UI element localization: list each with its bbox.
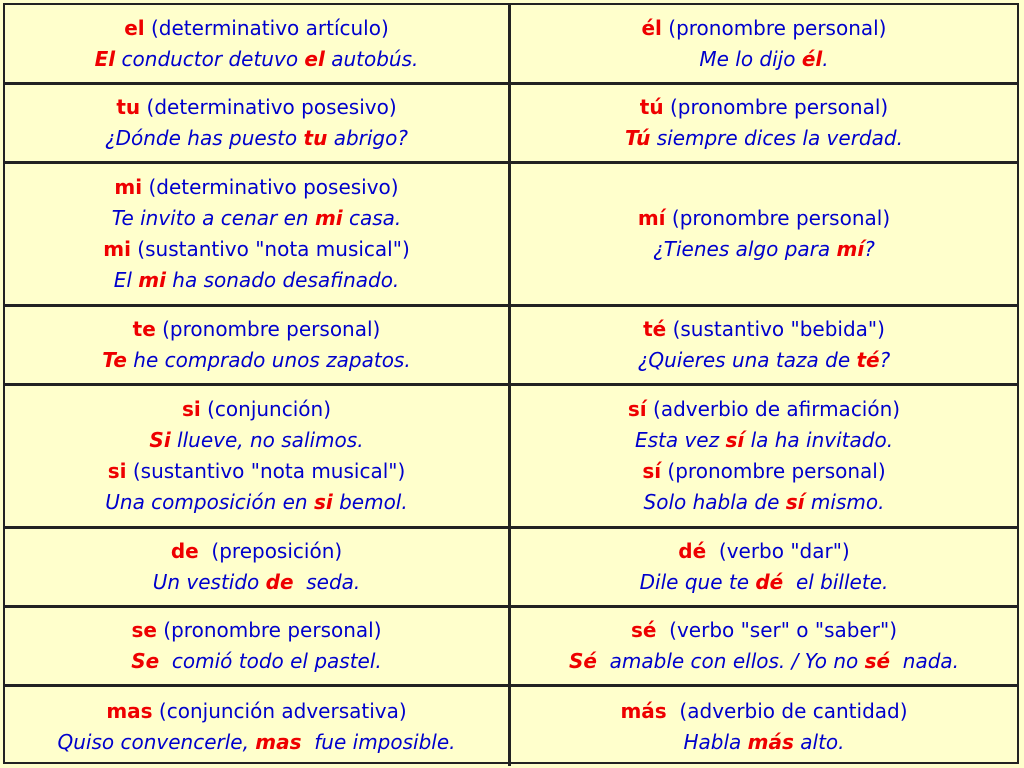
text-segment: Esta vez xyxy=(634,428,726,452)
highlighted-word: te xyxy=(132,317,156,341)
highlighted-word: tú xyxy=(639,95,664,119)
text-segment: la ha invitado. xyxy=(744,428,894,452)
unaccented-cell xyxy=(5,5,511,82)
word-definition xyxy=(642,456,885,487)
unaccented-cell xyxy=(5,687,511,766)
text-segment: . xyxy=(822,46,829,71)
word-definition xyxy=(182,394,331,425)
highlighted-word: el xyxy=(124,15,145,40)
example-sentence xyxy=(105,487,407,518)
highlighted-word: sí xyxy=(725,428,745,452)
highlighted-word: mí xyxy=(637,206,666,230)
highlighted-word: sé xyxy=(630,618,657,642)
highlighted-word: mas xyxy=(255,729,302,754)
text-segment: ? xyxy=(864,237,875,261)
example-sentence xyxy=(153,567,361,598)
text-segment: (pronombre personal) xyxy=(665,206,891,230)
text-segment: ha sonado desafinado. xyxy=(165,268,400,292)
example-sentence xyxy=(95,44,419,75)
example-sentence xyxy=(683,727,844,758)
highlighted-word: de xyxy=(265,570,294,594)
example-sentence xyxy=(102,345,410,376)
unaccented-cell xyxy=(5,164,511,304)
text-segment: (adverbio de afirmación) xyxy=(646,397,901,421)
word-definition xyxy=(114,172,398,203)
highlighted-word: él xyxy=(801,46,823,71)
text-segment: (pronombre personal) xyxy=(155,317,381,341)
text-segment: amable con ellos. / Yo no xyxy=(596,649,865,673)
example-sentence xyxy=(644,487,885,518)
highlighted-word: dé xyxy=(755,570,784,594)
text-segment: (preposición) xyxy=(198,539,343,563)
example-sentence xyxy=(625,123,903,154)
text-segment: Te invito a cenar en xyxy=(111,206,315,230)
text-segment: Una composición en xyxy=(105,490,314,514)
highlighted-word: té xyxy=(856,348,880,372)
word-definition xyxy=(678,536,849,567)
highlighted-word: más xyxy=(747,729,794,754)
text-segment: mismo. xyxy=(804,490,885,514)
text-segment: llueve, no salimos. xyxy=(170,428,364,452)
unaccented-cell xyxy=(5,529,511,605)
highlighted-word: mi xyxy=(114,175,143,199)
word-definition xyxy=(640,92,888,123)
text-segment: ¿Dónde has puesto xyxy=(105,126,304,150)
highlighted-word: él xyxy=(641,15,662,40)
text-segment: Quiso convencerle, xyxy=(57,729,256,754)
example-sentence xyxy=(640,567,889,598)
text-segment: El xyxy=(113,268,139,292)
text-segment: (determinativo posesivo) xyxy=(142,175,399,199)
example-sentence xyxy=(635,425,893,456)
word-definition xyxy=(643,314,885,345)
highlighted-word: dé xyxy=(678,539,707,563)
accented-cell xyxy=(511,529,1017,605)
text-segment: (sustantivo "bebida") xyxy=(666,317,885,341)
accented-cell xyxy=(511,687,1017,766)
example-sentence xyxy=(114,265,400,296)
highlighted-word: si xyxy=(313,490,333,514)
table-row xyxy=(5,85,1017,164)
text-segment: autobús. xyxy=(324,46,419,71)
example-sentence xyxy=(105,123,408,154)
table-row xyxy=(5,608,1017,687)
table-row xyxy=(5,529,1017,608)
text-segment: el billete. xyxy=(783,570,889,594)
word-definition xyxy=(108,456,406,487)
text-segment: conductor detuvo xyxy=(115,46,305,71)
table-row xyxy=(5,307,1017,386)
highlighted-word: se xyxy=(131,618,157,642)
example-sentence xyxy=(638,345,890,376)
word-definition xyxy=(124,13,389,44)
example-sentence xyxy=(149,425,363,456)
table-row xyxy=(5,687,1017,766)
highlighted-word: mi xyxy=(138,268,166,292)
table-row xyxy=(5,5,1017,85)
accented-cell xyxy=(511,5,1017,82)
text-segment: Habla xyxy=(683,729,748,754)
example-sentence xyxy=(653,234,875,265)
text-segment: (pronombre personal) xyxy=(156,618,382,642)
accented-cell xyxy=(511,307,1017,383)
example-sentence xyxy=(699,44,828,75)
unaccented-cell xyxy=(5,85,511,161)
highlighted-word: mi xyxy=(103,237,131,261)
text-segment: siempre dices la verdad. xyxy=(650,126,903,150)
text-segment: (pronombre personal) xyxy=(661,459,886,483)
unaccented-cell xyxy=(5,307,511,383)
highlighted-word: mi xyxy=(314,206,343,230)
word-definition xyxy=(103,234,410,265)
text-segment: (conjunción adversativa) xyxy=(152,698,407,723)
word-definition xyxy=(171,536,342,567)
text-segment: Dile que te xyxy=(639,570,756,594)
word-definition xyxy=(620,696,907,727)
highlighted-word: más xyxy=(620,698,667,723)
text-segment: Un vestido xyxy=(152,570,266,594)
accented-cell xyxy=(511,386,1017,526)
text-segment: (verbo "dar") xyxy=(706,539,850,563)
example-sentence xyxy=(112,203,402,234)
unaccented-cell xyxy=(5,386,511,526)
accented-cell xyxy=(511,164,1017,304)
text-segment: ? xyxy=(879,348,891,372)
accented-cell xyxy=(511,85,1017,161)
accent-rules-table xyxy=(3,3,1019,764)
text-segment: (sustantivo "nota musical") xyxy=(126,459,406,483)
highlighted-word: Sé xyxy=(568,649,597,673)
word-definition xyxy=(133,314,381,345)
text-segment: (sustantivo "nota musical") xyxy=(130,237,410,261)
text-segment: ¿Tienes algo para xyxy=(653,237,837,261)
example-sentence xyxy=(57,727,455,758)
highlighted-word: sé xyxy=(864,649,891,673)
highlighted-word: mas xyxy=(106,698,153,723)
word-definition xyxy=(116,92,396,123)
text-segment: nada. xyxy=(890,649,960,673)
highlighted-word: el xyxy=(304,46,325,71)
highlighted-word: Se xyxy=(131,649,160,673)
accented-cell xyxy=(511,608,1017,684)
text-segment: (pronombre personal) xyxy=(661,15,887,40)
table-row xyxy=(5,164,1017,307)
text-segment: (pronombre personal) xyxy=(663,95,889,119)
example-sentence xyxy=(131,646,382,677)
unaccented-cell xyxy=(5,608,511,684)
text-segment: casa. xyxy=(342,206,402,230)
text-segment: bemol. xyxy=(332,490,408,514)
text-segment: (determinativo artículo) xyxy=(144,15,389,40)
text-segment: (verbo "ser" o "saber") xyxy=(656,618,898,642)
highlighted-word: mí xyxy=(836,237,865,261)
text-segment: abrigo? xyxy=(327,126,408,150)
text-segment: (adverbio de cantidad) xyxy=(666,698,908,723)
word-definition xyxy=(628,394,900,425)
text-segment: fue imposible. xyxy=(301,729,456,754)
word-definition xyxy=(641,13,886,44)
highlighted-word: si xyxy=(107,459,127,483)
word-definition xyxy=(106,696,406,727)
text-segment: comió todo el pastel. xyxy=(159,649,382,673)
highlighted-word: si xyxy=(181,397,201,421)
highlighted-word: sí xyxy=(785,490,805,514)
highlighted-word: té xyxy=(643,317,667,341)
word-definition xyxy=(631,615,897,646)
highlighted-word: El xyxy=(94,46,116,71)
highlighted-word: de xyxy=(170,539,199,563)
word-definition xyxy=(638,203,890,234)
highlighted-word: Tú xyxy=(625,126,651,150)
text-segment: Me lo dijo xyxy=(699,46,802,71)
text-segment: Solo habla de xyxy=(643,490,786,514)
text-segment: alto. xyxy=(793,729,845,754)
table-row xyxy=(5,386,1017,529)
highlighted-word: sí xyxy=(627,397,647,421)
highlighted-word: tu xyxy=(303,126,328,150)
text-segment: he comprado unos zapatos. xyxy=(126,348,411,372)
example-sentence xyxy=(569,646,959,677)
word-definition xyxy=(131,615,381,646)
highlighted-word: Te xyxy=(102,348,127,372)
highlighted-word: Si xyxy=(149,428,171,452)
text-segment: (determinativo posesivo) xyxy=(140,95,397,119)
highlighted-word: sí xyxy=(642,459,662,483)
highlighted-word: tu xyxy=(116,95,141,119)
text-segment: seda. xyxy=(293,570,361,594)
text-segment: ¿Quieres una taza de xyxy=(637,348,857,372)
text-segment: (conjunción) xyxy=(200,397,331,421)
